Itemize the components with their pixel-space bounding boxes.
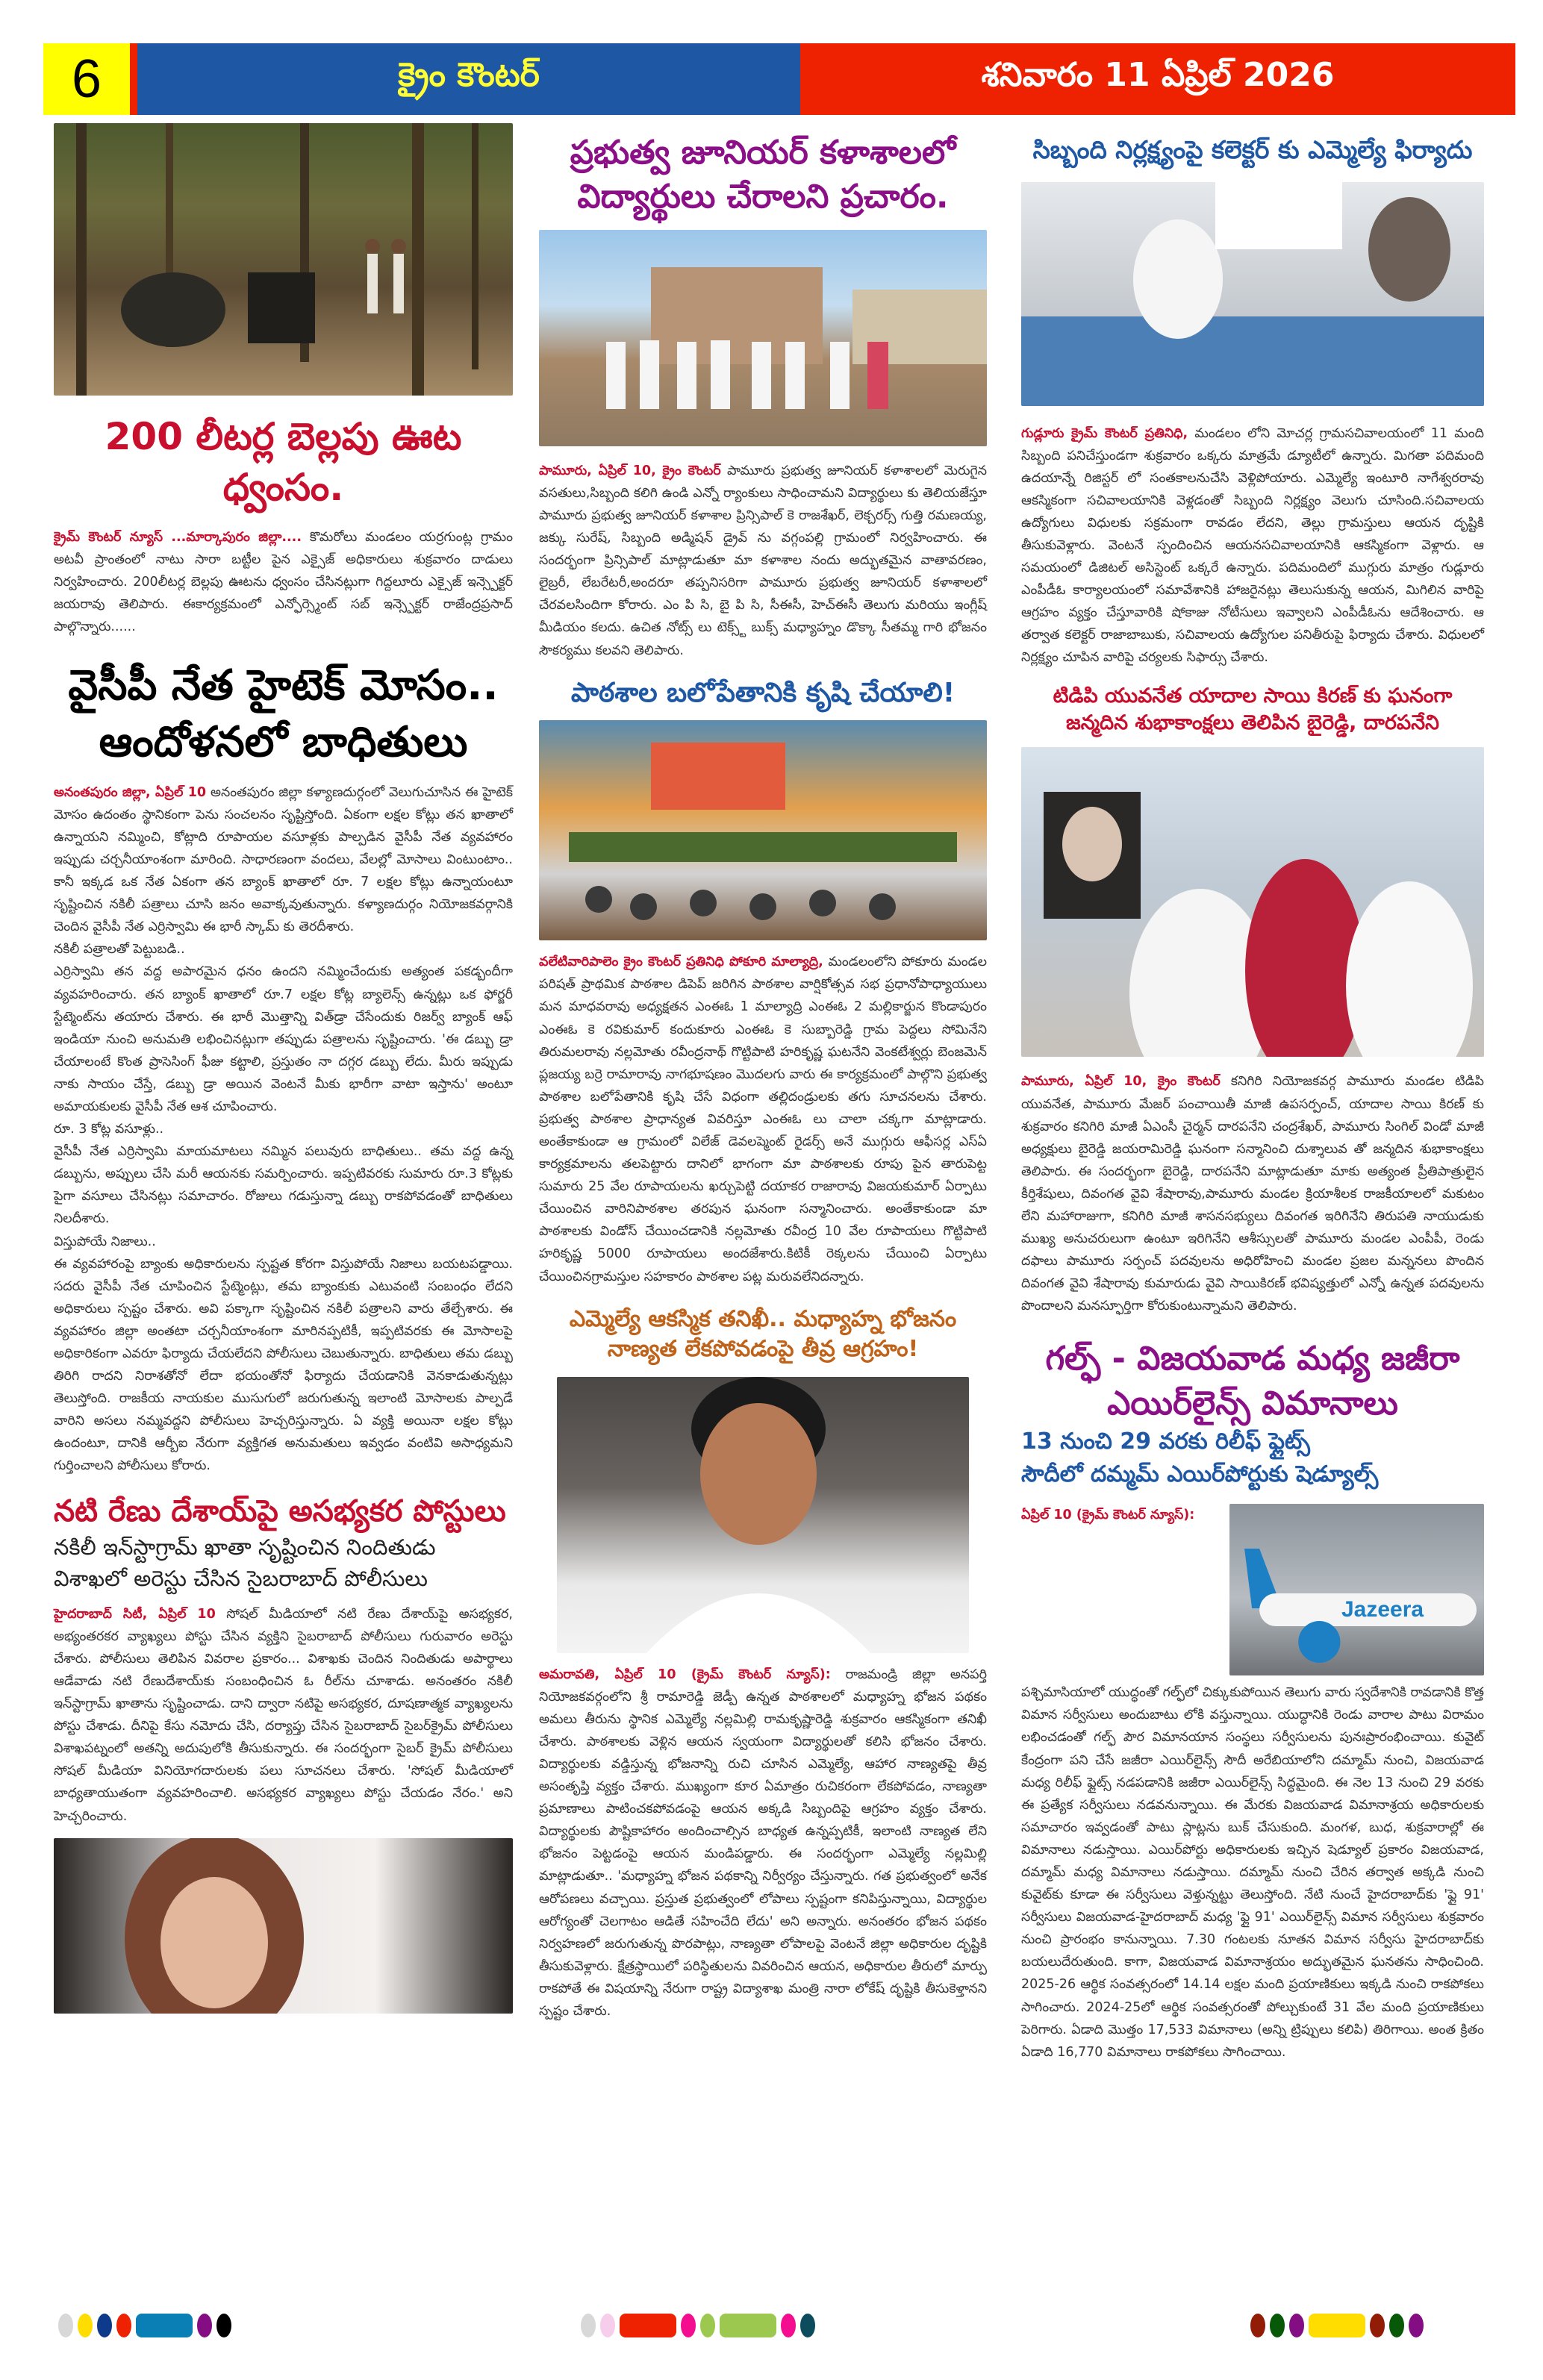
fraud-subsection-text: ఎర్రిస్వామి తన వద్ద అపారమైన ధనం ఉందని నమ్మించేందుకు అత్యంత పకడ్బందీగా వ్యవహరించారు. తన బ్యాంక్ ఖాతాలో రూ.7 లక్షల కోట్ల బ్యాలెన్స్ ఉన్నట్లు ఒక ఫోర్జరీ స్టేట్మెంట్‌ను తయారు చేశారు. ఈ భారీ మొత్తాన్ని విత్‌డ్రా చేసేందుకు రిజర్వ్ బ్యాంక్ ఆఫ్ ఇండియా నుంచి అనుమతి లభించినట్లుగా తప్పుడు పత్రాలను సృష్టించారు. 'ఈ డబ్బు డ్రా చేయాలంటే కొంత ప్రాసెసింగ్ ఫీజు కట్టాలి, ప్రస్తుతం నా దగ్గర డబ్బు లేదు. మీరు ఇప్పుడు నాకు సాయం చేస్తే, డబ్బు డ్రా అయిన వెంటనే మీకు భారీగా వాటా ఇస్తాను' అంటూ అమాయకులకు వైసీపీ నేత ఆశ చూపించారు. <box>54 964 513 1114</box>
color-swatch <box>1309 2314 1365 2337</box>
college-text: పామూరు ప్రభుత్వ జూనియర్ కళాశాలలో మెరుగైన వసతులు,సిబ్బంది కలిగి ఉండి ఎన్నో ర్యాంకులు సాధించామని విద్యార్థులు కు తెలియజేస్తూ పామూరు ప్రభుత్వ జూనియర్ కళాశాల ప్రిన్సిపాల్ కె రాజశేఖర్, లెక్చరర్స్ గుత్తి రమణయ్య, జక్కు సురేష్, సిబ్బంది అడ్మిషన్ డ్రైవ్ ను వగ్గంపల్లి గ్రామంలో నిర్వహించారు. ఈ సందర్భంగా ప్రిన్సిపాల్ మాట్లాడుతూ మా కళాశాల నందు అద్భుతమైన వాతావరణం, లైబ్రరీ, లేబరేటరీ,అందరూ తప్పనిసరిగా పామూరు ప్రభుత్వ జూనియర్ కళాశాలలో చేరవలసిందిగా కోరారు. ఎం పి సి, బై పి సి, సీఈసీ, హెచ్ఈసీ తెలుగు మరియు ఇంగ్లీష్ మీడియం కలదు. ఉచిత నోట్స్ లు టెక్స్ట్ బుక్స్ మధ్యాహ్నం డొక్కా సీతమ్మ గారి భోజనం సౌకర్యము కలవని తెలిపారు. <box>539 463 987 658</box>
fraud-headline-line1: వైసీపీ నేత హైటెక్ మోసం.. <box>68 661 499 710</box>
admission-drive-photo <box>539 230 987 446</box>
school-dev-headline: పాఠశాల బలోపేతానికి కృషి చేయాలి! <box>570 677 956 708</box>
liquor-raid-text: కొమరోలు మండలం యర్రగుంట్ల గ్రామం అటవీ ప్రాంతంలో నాటు సారా బట్టీల పైన ఎక్సైజ్ అధికారులు శుక్రవారం దాడులు నిర్వహించారు. 200లీటర్ల బెల్లపు ఊటను ధ్వంసం చేసినట్లుగా గిద్దలూరు ఎక్సైజ్ ఇన్స్పెక్టర్ జయరావు తెలిపారు. ఈకార్యక్రమంలో ఎన్ఫోర్స్మెంట్ సబ్ ఇన్స్పెక్టర్ రాజేంద్రప్రసాద్ పాల్గొన్నారు...... <box>54 530 513 635</box>
school-event-photo <box>539 720 987 940</box>
color-swatch <box>1250 2314 1265 2337</box>
fraud-subsection-text: ఈ వ్యవహారంపై బ్యాంకు అధికారులను స్పష్టత కోరగా విస్తుపోయే నిజాలు బయటపడ్డాయి. సదరు వైసీపీ నేత చూపించిన స్టేట్మెంట్లు, తమ బ్యాంకుకు ఎటువంటి సంబంధం లేదని అధికారులు స్పష్టం చేశారు. అవి పక్కాగా సృష్టించిన నకిలీ పత్రాలని వారు తేల్చేశారు. ఈ వ్యవహారం జిల్లా అంతటా చర్చనీయాంశంగా మారినప్పటికీ, ఇప్పటివరకు ఈ మోసాలపై అధికారికంగా ఎవరూ ఫిర్యాదు చేయలేదని పోలీసులు చెబుతున్నారు. బాధితులు తమ డబ్బు తిరిగి రాదని నిరాశతోనో లేదా భయంతోనో ఫిర్యాదు చేయడానికి వెనకాడుతున్నట్లు తెలుస్తోంది. రాజకీయ నాయకుల ముసుగులో జరుగుతున్న ఇలాంటి మోసాలకు పాల్పడే వారిని అసలు నమ్మవద్దని పోలీసులు హెచ్చరిస్తున్నారు. ఏ వ్యక్తి అయినా లక్షల కోట్లు ఉందంటూ, దానికి ఆర్బీఐ నేరుగా వ్యక్తిగత అనుమతులు ఇవ్వడం వంటివి అసాధ్యమని గుర్తించాలని పోలీసులు కోరారు. <box>54 1256 513 1474</box>
color-swatch <box>681 2314 696 2337</box>
mla-inspection-dateline: అమరావతి, ఏప్రిల్ 10 (క్రైమ్ కౌంటర్ న్యూస్): <box>539 1667 831 1682</box>
fraud-subsection-title: విస్తుపోయే నిజాలు.. <box>54 1234 156 1249</box>
column-right <box>1021 123 1484 2064</box>
actress-portrait-photo <box>54 1838 513 2014</box>
liquor-raid-dateline: క్రైమ్ కౌంటర్ న్యూస్ ...మార్కాపురం జిల్లా.... <box>54 530 302 545</box>
footer-swatches-middle <box>581 2314 815 2337</box>
issue-date: శనివారం 11 ఏప్రిల్ 2026 <box>800 43 1515 115</box>
color-swatch <box>600 2314 615 2337</box>
forest-raid-photo <box>54 123 513 396</box>
jazeera-aircraft-photo <box>1229 1504 1484 1675</box>
renu-desai-headline: నటి రేణు దేశాయ్‌పై అసభ్యకర పోస్టులు <box>54 1493 506 1528</box>
masthead <box>43 43 1515 115</box>
forest-scene-illustration <box>54 123 513 396</box>
portrait-illustration <box>54 1838 513 2014</box>
color-swatch <box>581 2314 596 2337</box>
fraud-subsection-title: నకిలీ పత్రాలతో పెట్టుబడి.. <box>54 942 185 958</box>
birthday-dateline: పామూరు, ఏప్రిల్ 10, క్రైం కౌంటర్ <box>1021 1074 1221 1090</box>
felicitation-illustration <box>1021 747 1484 1057</box>
jazeera-body: పశ్చిమాసియాలో యుద్ధంతో గల్ఫ్‌లో చిక్కుకుపోయిన తెలుగు వారు స్వదేశానికి రావడానికి కొత్త విమాన సర్వీసులు అందుబాటు లోకి వస్తున్నాయి. యుద్ధానికి రెండు వారాల పాటు విరామం లభించడంతో గల్ఫ్ పౌర విమానయాన సంస్థలు సర్వీసులను పునఃప్రారంభించాయి. కువైట్ కేంద్రంగా పని చేసే జజీరా ఎయిర్‌లైన్స్ సౌదీ అరేబియాలోని దమ్మామ్ నుంచి, విజయవాడ మధ్య రిలీఫ్ ఫ్లైట్స్ నడపడానికి జజీరా ఎయిర్‌లైన్స్ సిద్ధమైంది. ఈ నెల 13 నుంచి 29 వరకు ఈ ప్రత్యేక సర్వీసులు నడవనున్నాయి. ఈ మేరకు విజయవాడ విమానాశ్రయ అధికారులకు సమాచారం ఇవ్వడంతో పాటు స్లాట్లను బుక్ చేసుకుంది. మంగళ, బుధ, శుక్రవారాల్లో ఈ విమానాలు నడుస్తాయి. ఎయిర్‌పోర్టు అధికారులకు ఇచ్చిన షెడ్యూల్ ప్రకారం విజయవాడ, దమ్మామ్ మధ్య విమానాలు నడుస్తాయి. దమ్మామ్ నుంచి చేరిన తర్వాత అక్కడి నుంచి కువైట్‌కు కూడా ఈ సర్వీసులు వెళ్తున్నట్టు తెలుస్తోంది. నేటి నుంచే హైదరాబాద్‌కు 'ఫ్లై 91' సర్వీసులు విజయవాడ-హైదరాబాద్ మధ్య 'ఫ్లై 91' ఎయిర్‌లైన్స్ విమాన సర్వీసులు శుక్రవారం నుంచి ప్రారంభం కానున్నాయి. 7.30 గంటలకు నూతన విమాన సర్వీసు హైదరాబాద్‌కు బయలుదేరుతుంది. కాగా, విజయవాడ విమానాశ్రయం అద్భుతమైన ఘనతను సాధించింది. 2025-26 ఆర్థిక సంవత్సరంలో 14.14 లక్షల మంది ప్రయాణికులు ఇక్కడి నుంచి రాకపోకలు సాగించారు. 2024-25లో ఆర్థిక సంవత్సరంతో పోల్చుకుంటే 31 వేల మంది ప్రయాణికులు పెరిగారు. ఏడాది మొత్తం 17,533 విమానాలు (అన్ని ట్రిప్పులు కలిపి) తిరిగాయి. అంత క్రితం ఏడాది 16,770 విమానాలు రాకపోకలు సాగించాయి. <box>1021 1685 1484 2060</box>
fraud-body <box>54 781 513 939</box>
color-swatch <box>197 2314 212 2337</box>
mla-portrait-illustration <box>557 1377 969 1653</box>
birthday-body <box>1021 1070 1484 1317</box>
office-visit-photo <box>1021 182 1484 406</box>
color-swatch <box>78 2314 93 2337</box>
fraud-subsection-title: రూ. 3 కోట్ల వసూళ్లు.. <box>54 1122 164 1137</box>
column-middle <box>539 123 987 2023</box>
jazeera-story-row <box>1021 1504 1484 1675</box>
fraud-headline-line2: ఆందోళనలో బాధితులు <box>99 718 468 767</box>
color-swatch <box>800 2314 815 2337</box>
fraud-text: అనంతపురం జిల్లా కళ్యాణదుర్గంలో వెలుగుచూసిన ఈ హైటెక్ మోసం ఉదంతం స్థానికంగా పెను సంచలనం సృష్టిస్తోంది. ఏకంగా లక్షల కోట్లు తన ఖాతాలో ఉన్నాయని నమ్మించి, కోట్లాది రూపాయల వసూళ్లకు పాల్పడిన వైసీపీ నేత వ్యవహారం ఇప్పుడు చర్చనీయాంశంగా మారింది. సాధారణంగా వందలు, వేలల్లో మోసాలు వింటుంటాం.. కానీ ఇక్కడ ఒక నేత ఏకంగా తన బ్యాంక్ ఖాతాలో రూ. 7 లక్షల కోట్లు ఉన్నాయంటూ సృష్టించిన నకిలీ పత్రాలు చూసి జనం అవాక్కవుతున్నారు. కళ్యాణదుర్గం నియోజకవర్గానికి చెందిన వైసీపీ నేత ఎర్రిస్వామి ఈ భారీ స్కామ్ కు తెరదీశారు. <box>54 784 513 935</box>
college-dateline: పామూరు, ఏప్రిల్ 10, క్రైం కౌంటర్ <box>539 463 721 478</box>
school-dev-body <box>539 951 987 1287</box>
college-body <box>539 460 987 662</box>
collector-body <box>1021 422 1484 669</box>
renu-desai-body <box>54 1603 513 1828</box>
color-swatch <box>700 2314 715 2337</box>
masthead-divider <box>130 43 137 115</box>
mla-portrait-photo <box>557 1377 969 1653</box>
color-swatch <box>720 2314 776 2337</box>
page-number: 6 <box>43 43 130 115</box>
mla-inspection-headline-line1: ఎమ్మెల్యే ఆకస్మిక తనిఖీ.. మధ్యాహ్న భోజనం <box>569 1305 957 1332</box>
school-dev-text: మండలంలోని పోకూరు మండల పరిషత్ ప్రాథమిక పాఠశాల డిపెప్ జరిగిన పాఠశాల వార్షికోత్సవ సభ ప్రధానోపాధ్యాయులు మన మాధవరావు అధ్యక్షతన ఎంఈఓ 1 మాల్యాద్రి ఎంఈఓ 2 మల్లికార్జున కొండాపురం ఎంఈఓ కె రవికుమార్ కందుకూరు ఎంఈఓ కె సుబ్బారెడ్డి గ్రామ పెద్దలు సోమినేని తిరుమలరావు నల్లమోతు రవీంద్రనాథ్ గొట్టిపాటి హరికృష్ణ ఘటనేని వెంకటేశ్వర్లు బెంజమెన్ ప్లజయ్య బర్రె రామారావు నాగభూషణం మొదలగు వారు ఈ కార్యక్రమంలో పాల్గొని ప్రభుత్వ పాఠశాల బలోపేతానికి కృషి చేసే విధంగా తల్లిదండ్రులకు తగు సూచనలను చేశారు. ప్రభుత్వ పాఠశాల ప్రాధాన్యత వివరిస్తూ ఎంఈఓ లు చాలా చక్కగా మాట్లాడారు. అంతేకాకుండా ఆ గ్రామంలో విలేజ్ డెవలప్మెంట్ రైడర్స్ అనే ముగ్గురు ఆఫీసర్ల ఎస్ఏ కార్యక్రమాలను తలపెట్టారు దానిలో భాగంగా మా పాఠశాలకు రూపు పైన తారుపెట్ట సుమారు 25 వేల రూపాయలను ఖర్చుపెట్టి దయాకర రాజారావు విజయకుమార్ ఏర్పాటు చేయించిన వారినిపాఠశాల తరపున ఘనంగా సన్మానించారు. అంతేకాకుండా మా పాఠశాలకు విండోస్ చేయించడానికి నల్లమోతు రవీంద్ర 10 వేల రూపాయలు గొట్టిపాటి హరికృష్ణ 5000 రూపాయలు అందజేశారు.కిటికీ రెక్కలను చేయించి ఏర్పాటు చేయించినగ్రామస్తుల సహకారం పాఠశాల పట్ల మరువలేనిదన్నారు. <box>539 955 987 1284</box>
color-swatch <box>1370 2314 1385 2337</box>
renu-desai-subhead-line1: నకిలీ ఇన్‌స్టాగ్రామ్ ఖాతా సృష్టించిన నిందితుడు <box>54 1534 436 1560</box>
color-swatch <box>1289 2314 1304 2337</box>
footer-swatches-left <box>58 2314 231 2337</box>
color-swatch <box>620 2314 676 2337</box>
felicitation-photo <box>1021 747 1484 1057</box>
jazeera-subhead-line2: సౌదీలో దమ్మమ్ ఎయిర్‌పోర్టుకు షెడ్యూల్స్ <box>1021 1461 1379 1487</box>
stage-event-illustration <box>539 720 987 940</box>
color-swatch <box>136 2314 193 2337</box>
fraud-dateline: అనంతపురం జిల్లా, ఏప్రిల్ 10 <box>54 784 207 800</box>
liquor-raid-body <box>54 526 513 638</box>
aircraft-livery-text: Jazeera <box>1341 1597 1424 1622</box>
jazeera-lede <box>1021 1504 1219 1675</box>
school-dev-dateline: వలేటివారిపాలెం క్రైం కౌంటర్ ప్రతినిధి పోకూరి మాల్యాద్రి, <box>539 955 823 970</box>
college-headline-line1: ప్రభుత్వ జూనియర్ కళాశాలలో <box>570 134 956 172</box>
jazeera-dateline: ఏప్రిల్ 10 (క్రైమ్ కౌంటర్ న్యూస్): <box>1021 1508 1195 1523</box>
footer-swatches-right <box>1250 2314 1424 2337</box>
color-swatch <box>58 2314 73 2337</box>
column-left <box>54 123 513 2014</box>
mla-inspection-headline-line2: నాణ్యత లేకపోవడంపై తీవ్ర ఆగ్రహం! <box>607 1336 919 1363</box>
mla-inspection-body <box>539 1664 987 2023</box>
renu-desai-dateline: హైదరాబాద్ సిటీ, ఏప్రిల్ 10 <box>54 1606 216 1622</box>
liquor-raid-headline: 200 లీటర్ల బెల్లపు ఊట ధ్వంసం. <box>105 415 462 509</box>
aircraft-illustration <box>1229 1504 1484 1675</box>
collector-text: మండలం లోని మోచర్ల గ్రామసచివాలయంలో 11 మంది సిబ్బంది పనిచేస్తుండగా శుక్రవారం ఒక్కరు మాత్రమే డ్యూటీలో ఉన్నారు. మిగతా పదిమంది ఉదయాన్నే రిజిస్టర్ లో సంతకాలనుచేసి వెళ్లిపోయారు. ఎమ్మెల్యే ఇంటూరి నాగేశ్వరరావు ఆకస్మికంగా సచివాలయానికి వెళ్లడంతో సిబ్బంది నిర్లక్ష్యం వెలుగు చూసింది.సచివాలయ ఉద్యోగులు విధులకు సక్రమంగా రావడం లేదని, తెల్లు గ్రామస్తులు ఆయన దృష్టికి తీసుకువెళ్లారు. వెంటనే స్పందించిన ఆయనసచివాలయానికి ఆకస్మికంగా వెళ్లారు. ఆ సమయంలో డిజిటల్ అసిస్టెంట్ ఒక్కరే ఉన్నారు. పదిమందిలో ముగ్గురు మాత్రం గుడ్లూరు ఎంపీడీఓ కార్యాలయంలో సమావేశానికి హాజరైనట్లు తెలుసుకున్న ఆయన, మిగిలిన వారిపై ఆగ్రహం వ్యక్తం చేస్తూవారికి షోకాజు నోటీసులు ఇవ్వాలని ఎంపీడీఓను ఆదేశించారు. ఆ తర్వాత కలెక్టర్ రాజాబాబుకు, సచివాలయ ఉద్యోగుల పనితీరుపై ఫిర్యాదు చేశారు. విధులలో నిర్లక్ష్యం చూపిన వారిపై చర్యలకు సిఫార్సు చేశారు. <box>1021 425 1484 666</box>
birthday-headline-line2: జన్మదిన శుభాకాంక్షలు తెలిపిన బైరెడ్డి, దారపనేని <box>1066 711 1439 735</box>
color-swatch <box>1389 2314 1404 2337</box>
jazeera-headline-line1: గల్ఫ్ - విజయవాడ మధ్య జజీరా <box>1045 1340 1460 1378</box>
office-scene-illustration <box>1021 182 1484 406</box>
color-swatch <box>1270 2314 1285 2337</box>
college-headline-line2: విద్యార్థులు చేరాలని ప్రచారం. <box>577 178 949 216</box>
color-swatch <box>116 2314 131 2337</box>
color-swatch <box>781 2314 796 2337</box>
birthday-headline-line1: టిడిపి యువనేత యాదాల సాయి కిరణ్ కు ఘనంగా <box>1053 684 1453 708</box>
section-title: క్రైం కౌంటర్ <box>137 43 800 115</box>
renu-desai-text: సోషల్ మీడియాలో నటి రేణు దేశాయ్‌పై అసభ్యకర, అభ్యంతరకర వ్యాఖ్యలు పోస్టు చేసిన వ్యక్తిని సైబరాబాద్ పోలీసులు గురువారం అరెస్టు చేశారు. పోలీసులు తెలిపిన వివరాల ప్రకారం... విశాఖకు చెందిన నిందితుడు అపార్థాలు ఆడేవాడు నటి రేణుదేశాయ్‌కు సంబంధించిన ఓ రీల్‌ను చూశాడు. అనంతరం నకిలీ ఇన్‌స్టాగ్రామ్ ఖాతాను సృష్టించాడు. దాని ద్వారా నటిపై అసభ్యకర, దూషణాత్మక వ్యాఖ్యలను పోస్టు చేశాడు. దీనిపై కేసు నమోదు చేసి, దర్యాప్తు చేసిన సైబరాబాద్ సైబర్‌క్రైమ్ పోలీసులు విశాఖపట్నంలో అతన్ని అదుపులోకి తీసుకున్నారు. ఈ సందర్భంగా సైబర్ క్రైమ్ పోలీసులు సోషల్ మీడియా వినియోగదారులకు పలు సూచనలు చేశారు. 'సోషల్ మీడియాలో బాధ్యతాయుతంగా వ్యవహరించాలి. అసభ్యకర వ్యాఖ్యలు పోస్టు చేయడం నేరం.' అని హెచ్చరించారు. <box>54 1606 513 1824</box>
mla-inspection-text: రాజమండ్రి జిల్లా అనపర్తి నియోజకవర్గంలోని శ్రీ రామారెడ్డి జెడ్పీ ఉన్నత పాఠశాలలో మధ్యాహ్న భోజన పథకం అమలు తీరును స్థానిక ఎమ్మెల్యే నల్లమిల్లి రామకృష్ణారెడ్డి శుక్రవారం ఆకస్మికంగా తనిఖీ చేశారు. పాఠశాలకు వెళ్లిన ఆయన స్వయంగా విద్యార్థులతో కలిసి భోజనం చేశారు. విద్యార్థులకు వడ్డిస్తున్న భోజనాన్ని రుచి చూసిన ఎమ్మెల్యే, ఆహార నాణ్యతపై తీవ్ర అసంతృప్తి వ్యక్తం చేశారు. ముఖ్యంగా కూర ఏమాత్రం రుచికరంగా లేకపోవడం, నాణ్యతా ప్రమాణాలు పాటించకపోవడంపై ఆయన అక్కడి సిబ్బందిపై ఆగ్రహం వ్యక్తం చేశారు. విద్యార్థులకు పౌష్టికాహారం అందించాల్సిన బాధ్యత ఉన్నప్పటికీ, ఇలాంటి నాణ్యత లేని భోజనం పెట్టడంపై ఆయన మండిపడ్డారు. ఈ సందర్భంగా ఎమ్మెల్యే నల్లమిల్లి మాట్లాడుతూ.. 'మధ్యాహ్న భోజన పథకాన్ని నిర్వీర్యం చేస్తున్నారు. గత ప్రభుత్వంలో అనేక ఆరోపణలు వచ్చాయి. ప్రస్తుత ప్రభుత్వంలో లోపాలు స్పష్టంగా కనిపిస్తున్నాయి, విద్యార్థుల ఆరోగ్యంతో చెలగాటం ఆడితే సహించేది లేదు' అని అన్నారు. అనంతరం భోజన పథకం నిర్వహణలో జరుగుతున్న పొరపాట్లు, నాణ్యతా లోపాలపై వెంటనే జిల్లా అధికారుల దృష్టికి తీసుకువెళ్లారు. క్షేత్రస్థాయిలో పరిస్థితులను వివరించిన ఆయన, అధికారుల తీరులో మార్పు రాకపోతే ఈ విషయాన్ని నేరుగా రాష్ట్ర విద్యాశాఖ మంత్రి నారా లోకేష్ దృష్టికి తీసుకెళ్తానని స్పష్టం చేశారు. <box>539 1667 987 2020</box>
collector-dateline: గుడ్లూరు క్రైమ్ కౌంటర్ ప్రతినిధి, <box>1021 425 1188 441</box>
birthday-text: కనిగిరి నియోజకవర్గ పామూరు మండల టిడిపి యువనేత, పామూరు మేజర్ పంచాయితీ మాజీ ఉపసర్పంచ్, యాదాల సాయి కిరణ్ కు శుక్రవారం కనిగిరి మాజీ ఏఎంసీ చైర్మన్ దారపనేని చంద్రశేఖర్, పామూరు సింగిల్ విండో మాజీ అధ్యక్షులు బైరెడ్డి జయరామిరెడ్డి ఘనంగా సన్మానించి దుశ్శాలువ తో జన్మదిన శుభాకాంక్షలు తెలిపారు. ఈ సందర్భంగా బైరెడ్డి, దారపనేని మాట్లాడుతూ మాకు అత్యంత ప్రీతిపాత్రులైన కీర్తిశేషులు, దివంగత వైవి శేషారావు,పామూరు మండల క్రియాశీలక రాజకీయాలలో మకుటం లేని మహారాజుగా, కనిగిరి మాజీ శాసనసభ్యులు దివంగత ఇరిగినేని తిరుపతి నాయుడుకు ముఖ్య అనుచరులుగా ఉంటూ ఇరిగినేని ఆశీస్సులతో పామూరు మండల ఎంపీపీ, రెండు దఫాలు పామూరు సర్పంచ్ పదవులను అధిరోహించి మండల ప్రజల మన్ననలు పొందిన దివంగత వైవి శేషారావు కుమారుడు వైవి సాయికిరణ్ భవిష్యత్తులో ఎన్నో ఉన్నత పదవులను పొందాలని మనస్ఫూర్తిగా కోరుకుంటున్నామని తెలిపారు. <box>1021 1074 1484 1314</box>
jazeera-subhead-line1: 13 నుంచి 29 వరకు రిలీఫ్ ఫ్లైట్స్ <box>1021 1428 1310 1455</box>
renu-desai-subhead-line2: విశాఖలో అరెస్టు చేసిన సైబరాబాద్ పోలీసులు <box>54 1565 428 1591</box>
collector-headline: సిబ్బంది నిర్లక్ష్యంపై కలెక్టర్ కు ఎమ్మెల్యే ఫిర్యాదు <box>1032 135 1473 164</box>
jazeera-headline-line2: ఎయిర్‌లైన్స్ విమానాలు <box>1107 1384 1398 1422</box>
fraud-subsection-text: వైసీపీ నేత ఎర్రిస్వామి మాయమాటలు నమ్మిన పలువురు బాధితులు.. తమ వద్ద ఉన్న డబ్బును, అప్పులు చేసి మరీ ఆయనకు సమర్పించారు. ఇప్పటివరకు సుమారు రూ.3 కోట్లకు పైగా వసూలు చేసినట్లు సమాచారం. రోజులు గడుస్తున్నా డబ్బు రాకపోవడంతో బాధితులు నిలదీశారు. <box>54 1144 513 1227</box>
group-photo-illustration <box>539 230 987 446</box>
color-swatch <box>97 2314 112 2337</box>
color-swatch <box>1409 2314 1424 2337</box>
color-swatch <box>216 2314 231 2337</box>
